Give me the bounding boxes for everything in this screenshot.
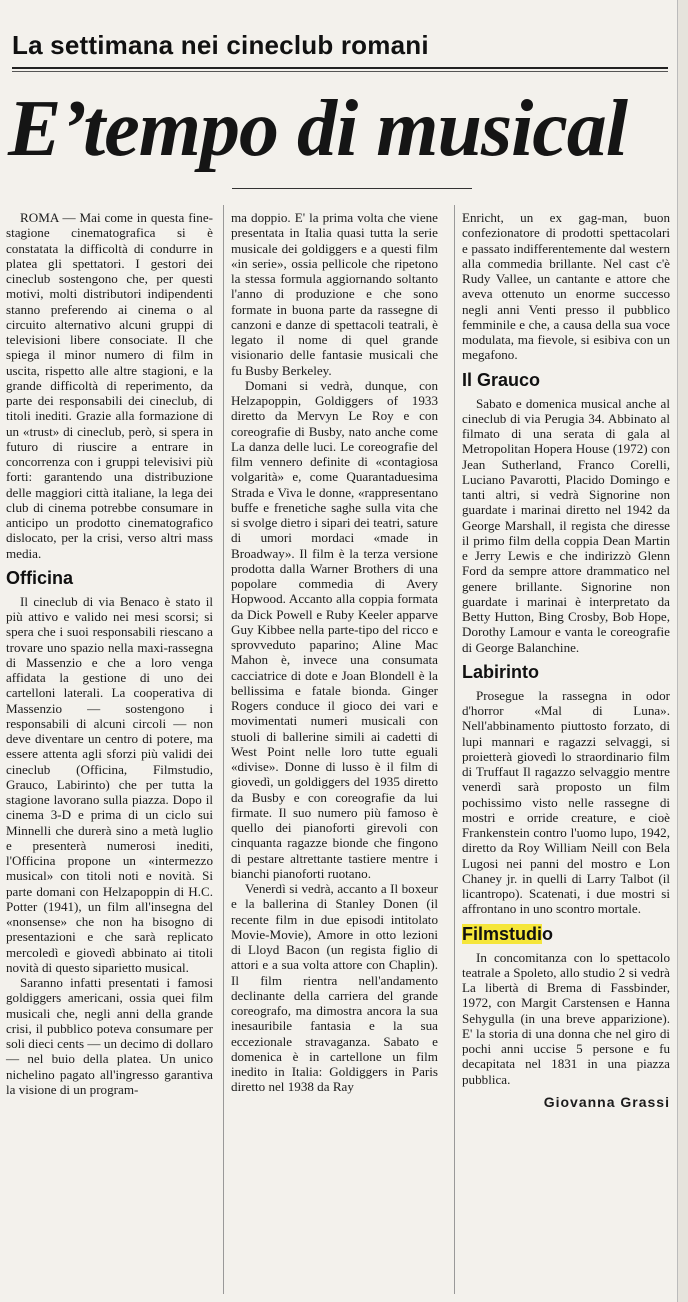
- continued-paragraph: ma doppio. E' la prima volta che viene presentata in Italia quasi tutta la serie musicale dei goldiggers e a questi film «in serie», ossia pellicole che ripetono la stessa formula aggiornando soltanto l'anno di produzione e che sono formate in buona parte da rassegne di canzoni e danze di spettacoli teatrali, è legato il nome di quel grande visionario delle fantasie musicali che fu Busby Berkeley.: [231, 210, 438, 378]
- officina-paragraph: Il cineclub di via Benaco è stato il più attivo e valido nei mesi scorsi; si spera che i suoi responsabili riescano a trovare uno spazio nella maxi-rassegna di Massenzio e che a loro venga affidata la gestione di uno dei cartelloni laterali. La cooperativa di Massenzio — sostengono i responsabili di alcuni circoli — non deve diventare un centro di potere, ma essere attenta agli sforzi più validi dei cineclub (Officina, Filmstudio, Grauco, Labirinto) che per tutta la stagione lavorano sulla piazza. Dopo il cinema 3-D e prima di un ciclo sui Minnelli che durerà sino a metà luglio e presenterà numerosi inediti, l'Officina propone un «intermezzo musical» con titoli noti e novità. Si parte domani con Helzapoppin di H.C. Potter (1941), un film all'insegna del «nonsense» che non ha bisogno di presentazioni e che sarà replicato mercoledì e giovedì abbinato ai titoli novità di questo siparietto musical.: [6, 593, 213, 975]
- top-rule-thin: [12, 71, 668, 72]
- top-rule: [12, 67, 668, 69]
- highlighted-text: Filmstudi: [462, 923, 542, 944]
- section-heading-labirinto: Labirinto: [462, 661, 539, 682]
- labirinto-paragraph: Prosegue la rassegna in odor d'horror «Mal di Luna». Nell'abbinamento piuttosto forzato, di lupi mannari e ragazzi selvaggi, si proietterà giovedì lo straordinario film di Truffaut Il ragazzo selvaggio mentre venerdì sarà proposto un film pochissimo visto nelle rassegne di mostri e orride creature, e cioè Frankenstein contro l'uomo lupo, 1942, diretto da Roy William Neill con Bela Lugosi nei panni del mostro e Lon Chaney jr. in quelli di Larry Talbot (il licantropo). Scatenati, i due mostri si affrontano in uno scontro mortale.: [462, 687, 670, 917]
- section-heading-officina: Officina: [6, 567, 74, 588]
- grauco-paragraph: Sabato e domenica musical anche al cineclub di via Perugia 34. Abbinato al filmato di una serata di gala al Metropolitan Hopera House (1972) con Jean Sutherland, Franco Corelli, Luciano Pavarotti, Placido Domingo e tanti altri, si vedrà Signorine non guardate i marinai diretto nel 1942 da George Marshall, il regista che diresse il primo film della coppia Dean Martin e Jerry Lewis e che indirizzò Glenn Ford da sempre attore drammatico nel genere brillante. Signorine non guardate i marinai è interpretato da Betty Hutton, Bing Crosby, Bob Hope, Dorothy Lamour e vanta le coreografie di George Balanchine.: [462, 395, 670, 655]
- heading-tail: o: [542, 923, 553, 944]
- headline: E’tempo di musical: [8, 85, 628, 173]
- column-3: [462, 210, 670, 1110]
- kicker-title: La settimana nei cineclub romani: [12, 30, 429, 60]
- continued-paragraph: Enricht, un ex gag-man, buon confezionatore di prodotti spettacolari e passato indifferentemente dal western alla commedia brillante. Nel cast c'è Rudy Vallee, un cantante e attore che aveva ottenuto un enorme successo negli anni Venti presso il pubblico femminile e che, a causa della sua voce modulata, ma fievole, si esibiva con un megafono.: [462, 210, 670, 363]
- page-edge: [677, 0, 688, 1302]
- column-divider: [454, 205, 455, 1294]
- venerdi-paragraph: Venerdì si vedrà, accanto a Il boxeur e la ballerina di Stanley Donen (il recente film in due episodi intitolato Movie-Movie), Amore in otto lezioni di Lloyd Bacon (un regista figlio di attori e a sua volta attore con Chaplin). Il film rientra nell'andamento declinante della carriera del grande coreografo, ma dimostra ancora la sua inesauribile fantasia e la sua eccezionale stravaganza. Sabato e domenica è in cartellone un film inedito in Italia: Goldiggers in Paris diretto nel 1938 da Ray: [231, 881, 438, 1095]
- section-heading-grauco: Il Grauco: [462, 369, 541, 390]
- column-1: [6, 210, 213, 1097]
- section-heading-filmstudio: [462, 923, 670, 945]
- filmstudio-paragraph: In concomitanza con lo spettacolo teatrale a Spoleto, allo studio 2 si vedrà La libertà di Brema di Fassbinder, 1972, con Margit Carstensen e Hanna Sehygulla (in una breve apparizione). E' la storia di una donna che nel giro di pochi anni uccise 5 persone e fu decapitata nel 1831 in una piazza pubblica.: [462, 949, 670, 1087]
- domani-paragraph: Domani si vedrà, dunque, con Helzapoppin, Goldiggers of 1933 diretto da Mervyn Le Roy e con coreografie di Busby, nato anche come La danza delle luci. Le coreografie del film vennero definite di «contagiosa volgarità» e, come Quarantaduesima Strada e Viva le donne, «rappresentano buffe e frenetiche saghe sulla vita che si svolge dietro i sipari dei teatri, sature di umori mordaci «made in Broadway». Il film è la terza versione prodotta dalla Warner Brothers di una popolare commedia di Avery Hopwood. Accanto alla coppia formata da Dick Powell e Ruby Keeler apparve Guy Kibbee nella parte-tipo del ricco e sprovveduto paparino; Aline Mac Mahon è, invece una consumata cacciatrice di dote e Joan Blondell è la bellissima e fatale bionda. Ginger Rogers conduce il gioco dei vari e movimentati numeri musicali con stuoli di ballerine simili ai cadetti di West Point nelle loro tutte eguali «divise». Donne di lusso è il film di giovedì, un goldiggers del 1935 diretto da Busby e con coreografie da lui firmate. Il suo numero più famoso è quello dei pianoforti girevoli con cinquanta ragazze bionde che fingono di pestare altrettante tastiere mentre i bianchi pianoforti ruotano.: [231, 377, 438, 881]
- column-2: [231, 210, 438, 1095]
- goldiggers-paragraph: Saranno infatti presentati i famosi goldiggers americani, ossia quei film musicali che, negli anni della grande crisi, il pubblico poteva consumare per soli dieci cents — un decimo di dollaro — nel buio della platea. Un unico nichelino pagato all'ingresso garantiva la visione di un program-: [6, 975, 213, 1097]
- column-divider: [223, 205, 224, 1294]
- headline-rule: [232, 188, 472, 189]
- author-signature: Giovanna Grassi: [543, 1093, 670, 1110]
- intro-paragraph: ROMA — Mai come in questa fine-stagione cinematografica si è constatata la difficoltà di condurre in platea gli spettatori. I gestori dei cineclub sostengono che, per questi motivi, molti distributori indipendenti stanno preferendo ai cinema o al circuito alternativo alcuni gruppi di televisioni libere consociate. Il che spiega il minor numero di film in uscita, rispetto alle altre stagioni, e la grande difficoltà di reperimento, da parte dei responsabili dei cineclub, di titoli inediti. Grazie alla formazione di un «trust» di cineclub, però, si spera in futuro di riuscire a entrare in concorrenza con i gruppi televisivi più forti: garantendo una distribuzione delle maggiori città italiane, la lega dei club di cinema potrebbe consumare in anticipo un prodotto cinematografico dislocato, per la crisi, verso altri mass media.: [6, 210, 213, 561]
